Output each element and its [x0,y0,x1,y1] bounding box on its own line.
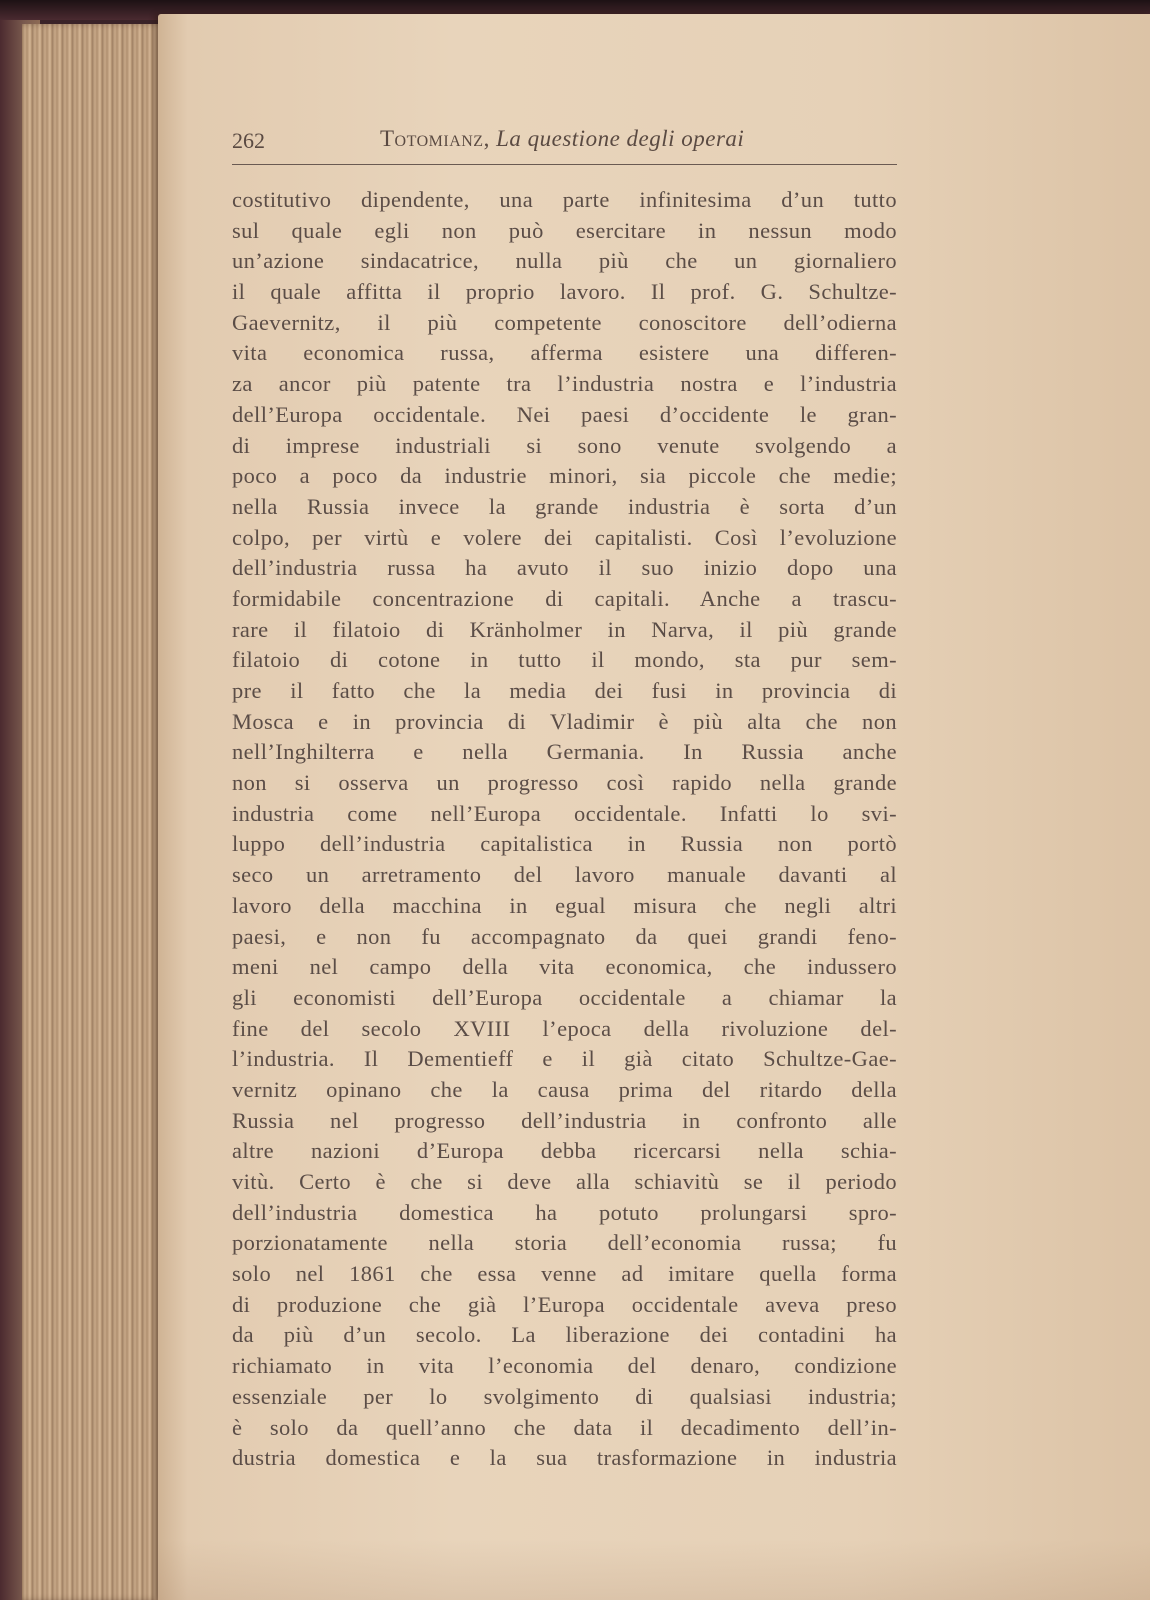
text-line: dell’industria domestica ha potuto prolungarsi spro- [232,1199,897,1225]
text-line: il quale affitta il proprio lavoro. Il prof. G. Schultze- [232,279,897,305]
text-line: Russia nel progresso dell’industria in confronto alle [232,1107,897,1133]
text-line: vita economica russa, afferma esistere una differen- [232,340,897,366]
text-line: di produzione che già l’Europa occidentale aveva preso [232,1291,897,1317]
text-line: Gaevernitz, il più competente conoscitore dell’odierna [232,309,897,335]
text-line: un’azione sindacatrice, nulla più che un giornaliero [232,248,897,274]
header-work: La questione degli operai [496,126,745,151]
text-line: lavoro della macchina in egual misura che negli altri [232,892,897,918]
text-line: formidabile concentrazione di capitali. Anche a trascu- [232,585,897,611]
text-line: richiamato in vita l’economia del denaro, condizione [232,1353,897,1379]
text-line: vernitz opinano che la causa prima del ritardo della [232,1076,897,1102]
text-line: essenziale per lo svolgimento di qualsiasi industria; [232,1383,897,1409]
text-line: di imprese industriali si sono venute svolgendo a [232,432,897,458]
text-line: poco a poco da industrie minori, sia piccole che medie; [232,463,897,489]
text-line: nell’Inghilterra e nella Germania. In Russia anche [232,739,897,765]
running-head [232,120,892,160]
text-line: non si osserva un progresso così rapido nella grande [232,770,897,796]
text-line: dell’industria russa ha avuto il suo inizio dopo una [232,555,897,581]
header-title [380,126,744,152]
text-line: paesi, e non fu accompagnato da quei grandi feno- [232,923,897,949]
text-line: fine del secolo XVIII l’epoca della rivoluzione del- [232,1015,897,1041]
body-text [232,185,897,1474]
text-line: costitutivo dipendente, una parte infinitesima d’un tutto [232,187,897,212]
text-line: dell’Europa occidentale. Nei paesi d’occidente le gran- [232,401,897,427]
text-line: è solo da quell’anno che data il decadimento dell’in- [232,1414,897,1440]
text-line: filatoio di cotone in tutto il mondo, sta pur sem- [232,647,897,673]
text-line: industria come nell’Europa occidentale. Infatti lo svi- [232,800,897,826]
text-line: porzionatamente nella storia dell’economia russa; fu [232,1230,897,1256]
text-line: dustria domestica e la sua trasformazione in industria [232,1445,897,1471]
header-rule [232,164,897,165]
text-line: da più d’un secolo. La liberazione dei contadini ha [232,1322,897,1348]
text-line: l’industria. Il Dementieff e il già citato Schultze-Gae- [232,1046,897,1072]
text-line: vitù. Certo è che si deve alla schiavitù se il periodo [232,1169,897,1194]
text-line: gli economisti dell’Europa occidentale a chiamar la [232,984,897,1010]
text-line: luppo dell’industria capitalistica in Russia non portò [232,831,897,857]
page-number: 262 [232,128,265,153]
text-line: solo nel 1861 che essa venne ad imitare quella forma [232,1261,897,1287]
header-author: Totomianz, [380,126,490,151]
page-edges [22,24,167,1600]
text-line: altre nazioni d’Europa debba ricercarsi nella schia- [232,1138,897,1164]
text-line: pre il fatto che la media dei fusi in provincia di [232,678,897,703]
text-line: sul quale egli non può esercitare in nessun modo [232,217,897,243]
text-line: Mosca e in provincia di Vladimir è più alta che non [232,708,897,734]
text-line: za ancor più patente tra l’industria nostra e l’industria [232,371,897,397]
text-line: nella Russia invece la grande industria è sorta d’un [232,493,897,519]
text-line: meni nel campo della vita economica, che indussero [232,954,897,980]
text-line: colpo, per virtù e volere dei capitalisti. Così l’evoluzione [232,524,897,550]
text-line: seco un arretramento del lavoro manuale davanti al [232,862,897,888]
text-line: rare il filatoio di Kränholmer in Narva, il più grande [232,616,897,642]
